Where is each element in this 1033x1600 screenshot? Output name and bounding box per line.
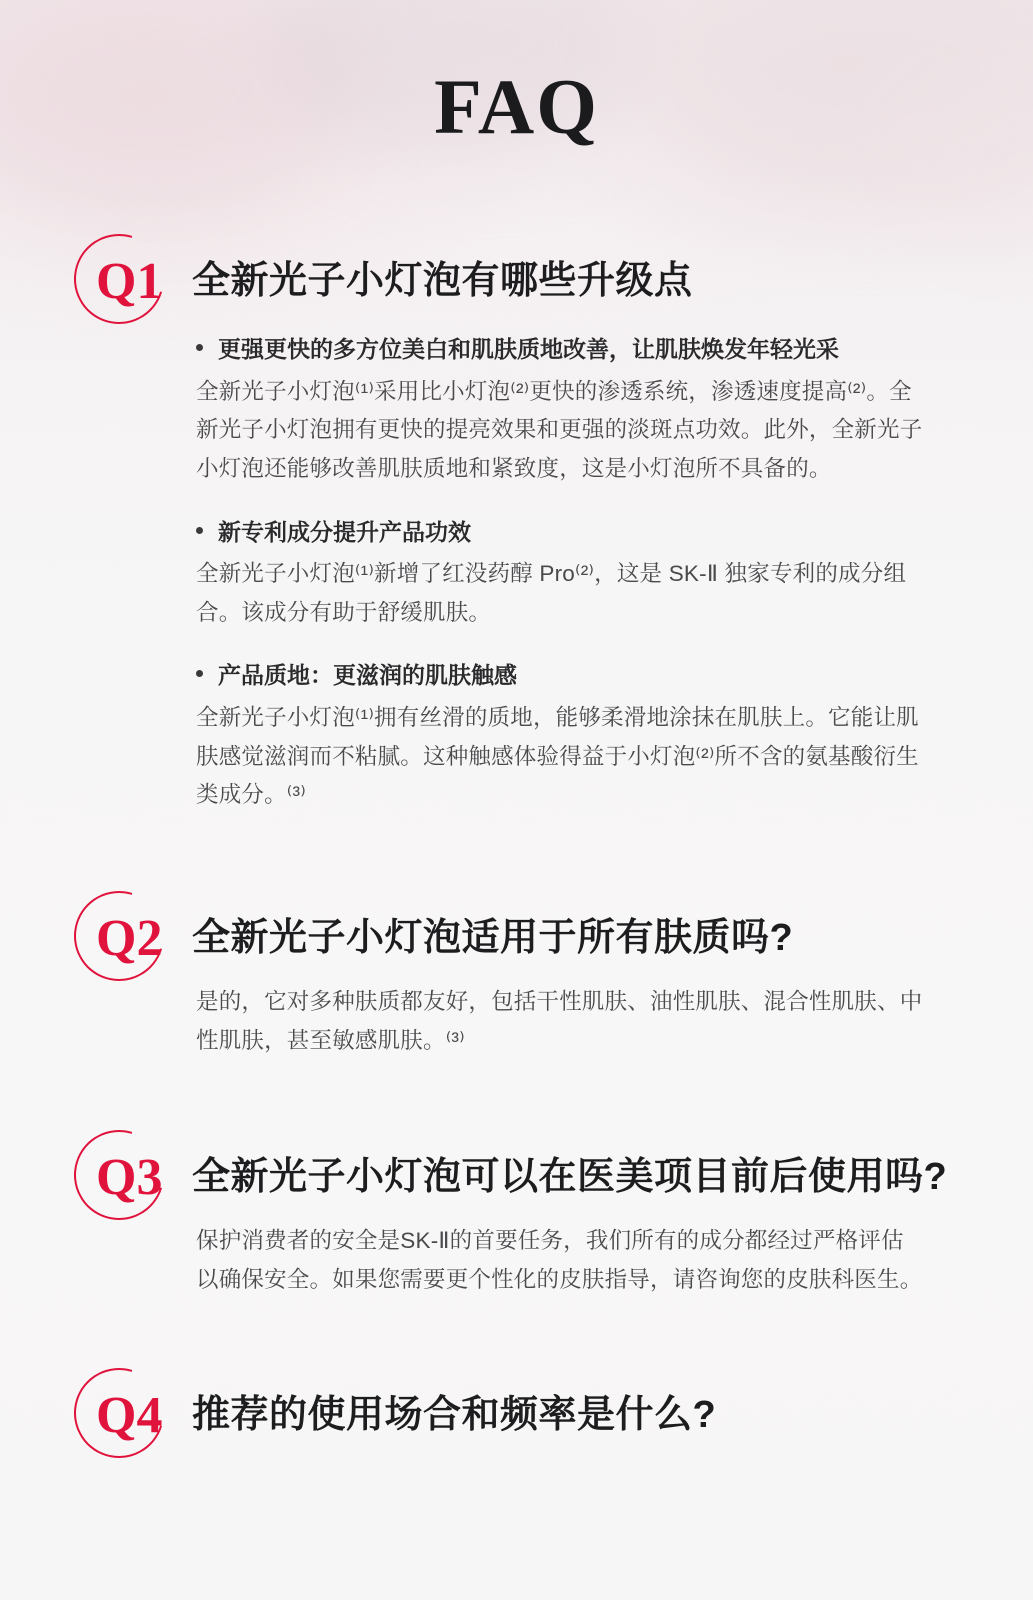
question-id: Q2	[96, 910, 163, 967]
faq-question-row	[0, 1146, 1033, 1207]
faq-item-q2	[0, 907, 1033, 1060]
question-id: Q4	[96, 1386, 163, 1444]
question-marker-q1	[96, 250, 192, 308]
question-id: Q3	[96, 1149, 163, 1207]
question-marker-q2	[96, 907, 192, 965]
faq-question-row	[0, 1384, 1033, 1442]
answer-block	[0, 1222, 1033, 1299]
list-item	[196, 332, 925, 489]
question-id: Q1	[96, 253, 163, 310]
question-text: 推荐的使用场合和频率是什么?	[192, 1393, 717, 1436]
answer-text: 保护消费者的安全是SK-Ⅱ的首要任务，我们所有的成分都经过严格评估以确保安全。如果您需要更个性化的皮肤指导，请咨询您的皮肤科医生。	[196, 1228, 923, 1293]
bullet-body: 全新光子小灯泡⁽¹⁾拥有丝滑的质地，能够柔滑地涂抹在肌肤上。它能让肌肤感觉滋润而不粘腻。这种触感体验得益于小灯泡⁽²⁾所不含的氨基酸衍生类成分。⁽³⁾	[196, 704, 919, 808]
faq-item-q1	[0, 250, 1033, 815]
question-text: 全新光子小灯泡有哪些升级点	[192, 260, 693, 302]
bullet-heading: 产品质地：更滋润的肌肤触感	[196, 658, 925, 693]
question-text: 全新光子小灯泡可以在医美项目前后使用吗?	[192, 1156, 948, 1199]
page-title: FAQ	[434, 63, 599, 150]
faq-question-row	[0, 250, 1033, 308]
answer-bullets	[0, 332, 1033, 815]
faq-list	[0, 250, 1033, 1448]
bullet-body: 全新光子小灯泡⁽¹⁾新增了红没药醇 Pro⁽²⁾，这是 SK-Ⅱ 独家专利的成分组合。该成分有助于舒缓肌肤。	[196, 561, 907, 625]
answer-block	[0, 983, 1033, 1060]
faq-question-row	[0, 907, 1033, 965]
bullet-body: 全新光子小灯泡⁽¹⁾采用比小灯泡⁽²⁾更快的渗透系统，渗透速度提高⁽²⁾。全新光子小灯泡拥有更快的提亮效果和更强的淡斑点功效。此外，全新光子小灯泡还能够改善肌肤质地和紧致度，这是小灯泡所不具备的。	[196, 378, 923, 481]
list-item	[196, 515, 925, 633]
faq-item-q4	[0, 1384, 1033, 1442]
bullet-heading: 更强更快的多方位美白和肌肤质地改善，让肌肤焕发年轻光采	[196, 332, 925, 367]
question-marker-q4	[96, 1384, 192, 1442]
list-item	[196, 658, 925, 815]
question-marker-q3	[96, 1146, 192, 1207]
bullet-heading: 新专利成分提升产品功效	[196, 515, 925, 550]
question-text: 全新光子小灯泡适用于所有肤质吗?	[192, 917, 794, 959]
answer-text: 是的，它对多种肤质都友好，包括干性肌肤、油性肌肤、混合性肌肤、中性肌肤，甚至敏感肌肤。⁽³⁾	[196, 989, 923, 1053]
faq-item-q3	[0, 1146, 1033, 1299]
